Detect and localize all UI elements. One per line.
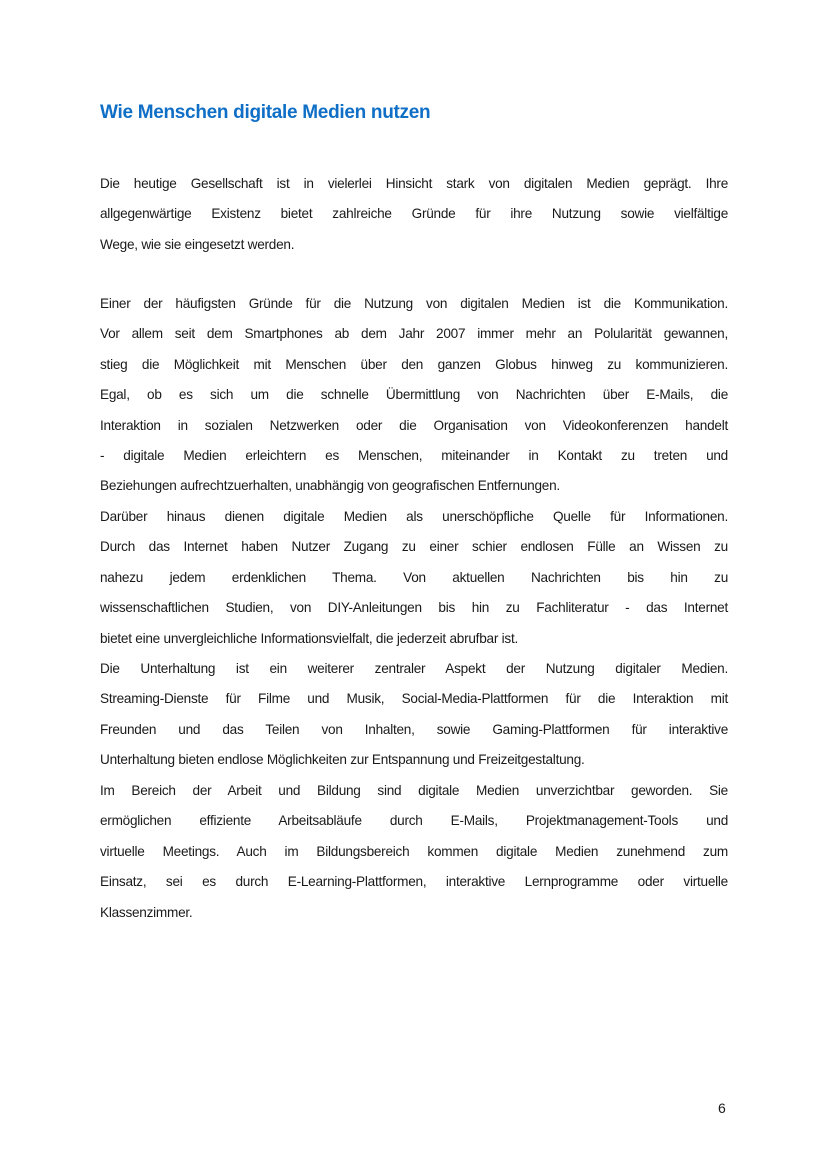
paragraph-entertainment [100,654,728,776]
text-line: Durch das Internet haben Nutzer Zugang zu einer schier endlosen Fülle an Wissen zu [100,539,728,555]
text-line: allgegenwärtige Existenz bietet zahlreiche Gründe für ihre Nutzung sowie vielfältige [100,206,728,222]
text-line: Darüber hinaus dienen digitale Medien als unerschöpfliche Quelle für Informationen. [100,509,728,524]
paragraph-work-education [100,776,728,928]
text-line: wissenschaftlichen Studien, von DIY-Anleitungen bis hin zu Fachliteratur - das Internet [100,600,728,616]
text-line: Im Bereich der Arbeit und Bildung sind digitale Medien unverzichtbar geworden. Sie [100,783,728,798]
text-line: Die Unterhaltung ist ein weiterer zentraler Aspekt der Nutzung digitaler Medien. [100,661,728,676]
text-line: Unterhaltung bieten endlose Möglichkeiten zur Entspannung und Freizeitgestaltung. [100,752,585,768]
text-line: Klassenzimmer. [100,904,193,920]
paragraph-communication [100,289,728,502]
text-line: stieg die Möglichkeit mit Menschen über den ganzen Globus hinweg zu kommunizieren. [100,356,728,372]
paragraph-information [100,502,728,654]
text-line: Freunden und das Teilen von Inhalten, sowie Gaming-Plattformen für interaktive [100,721,728,737]
text-line: Streaming-Dienste für Filme und Musik, Social-Media-Plattformen für die Interaktion mit [100,691,728,707]
text-line: ermöglichen effiziente Arbeitsabläufe durch E-Mails, Projektmanagement-Tools und [100,813,728,829]
text-line: - digitale Medien erleichtern es Menschen, miteinander in Kontakt zu treten und [100,447,728,463]
text-line: Einsatz, sei es durch E-Learning-Plattformen, interaktive Lernprogramme oder virtuelle [100,874,728,890]
text-line: Beziehungen aufrechtzuerhalten, unabhängig von geografischen Entfernungen. [100,478,560,494]
text-line: Einer der häufigsten Gründe für die Nutzung von digitalen Medien ist die Kommunikation. [100,296,728,311]
text-line: nahezu jedem erdenklichen Thema. Von aktuellen Nachrichten bis hin zu [100,569,728,585]
paragraph-intro [100,169,728,260]
page-heading: Wie Menschen digitale Medien nutzen [100,102,431,123]
text-line: virtuelle Meetings. Auch im Bildungsbereich kommen digitale Medien zunehmend zum [100,843,728,859]
text-line: Interaktion in sozialen Netzwerken oder die Organisation von Videokonferenzen handelt [100,417,728,433]
page-number: 6 [718,1100,726,1116]
text-line: Egal, ob es sich um die schnelle Übermittlung von Nachrichten über E-Mails, die [100,387,728,403]
text-line: Die heutige Gesellschaft ist in vielerlei Hinsicht stark von digitalen Medien geprägt. Ihre [100,176,728,191]
text-line: Vor allem seit dem Smartphones ab dem Jahr 2007 immer mehr an Polularität gewannen, [100,326,728,342]
text-line: bietet eine unvergleichliche Informationsvielfalt, die jederzeit abrufbar ist. [100,630,519,646]
text-line: Wege, wie sie eingesetzt werden. [100,236,295,252]
